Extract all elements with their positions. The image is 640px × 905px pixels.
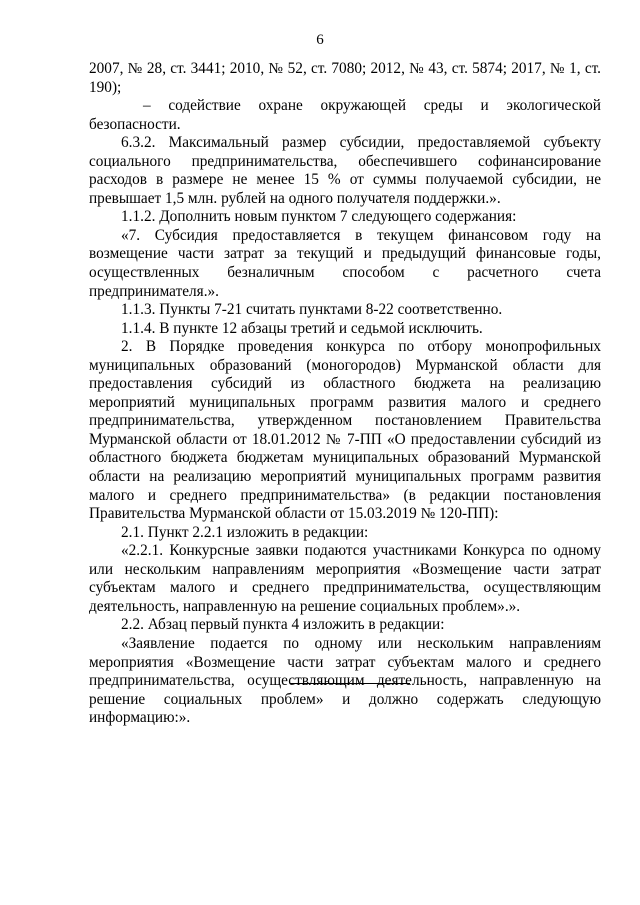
paragraph-quote-statement: «Заявление подается по одному или нескольким направлениям мероприятия «Возмещение части затрат субъектам малого и среднего предпринимательства, осуществляющим деятельность, направленную на решение социальных проблем» и должно содержать следующую информацию:». <box>89 634 601 727</box>
paragraph-1-1-2: 1.1.2. Дополнить новым пунктом 7 следующего содержания: <box>121 208 517 226</box>
document-body <box>89 60 601 728</box>
page-number: 6 <box>316 32 324 48</box>
end-separator-line <box>290 683 410 684</box>
paragraph-list-item: – содействие охране окружающей среды и экологической безопасности. <box>89 97 601 133</box>
paragraph-1-1-4: 1.1.4. В пункте 12 абзацы третий и седьмой исключить. <box>121 319 483 337</box>
paragraph-2-1: 2.1. Пункт 2.2.1 изложить в редакции: <box>121 523 369 541</box>
paragraph-2: 2. В Порядке проведения конкурса по отбору монопрофильных муниципальных образований (моногородов) Мурманской области для предоставления субсидий из областного бюджета на реализацию мероприятий муниципальных программ развития малого и среднего предпринимательства, утвержденном постановлением Правительства Мурманской области от 18.01.2012 № 7-ПП «О предоставлении субсидий из областного бюджета бюджетам муниципальных образований Мурманской области на реализацию мероприятий муниципальных программ развития малого и среднего предпринимательства» (в редакции постановления Правительства Мурманской области от 15.03.2019 № 120-ПП): <box>89 338 601 523</box>
paragraph-quote-2-2-1: «2.2.1. Конкурсные заявки подаются участниками Конкурса по одному или нескольким направлениям мероприятия «Возмещение части затрат субъектам малого и среднего предпринимательства, осуществляющим деятельность, направленную на решение социальных проблем».». <box>89 542 601 615</box>
paragraph-continuation: 2007, № 28, ст. 3441; 2010, № 52, ст. 7080; 2012, № 43, ст. 5874; 2017, № 1, ст. 190); <box>89 60 601 96</box>
paragraph-2-2: 2.2. Абзац первый пункта 4 изложить в редакции: <box>121 616 445 634</box>
paragraph-quote-7: «7. Субсидия предоставляется в текущем финансовом году на возмещение части затрат за текущий и предыдущий финансовые годы, осуществленных безналичным способом с расчетного счета предпринимателя.». <box>89 226 601 300</box>
paragraph-1-1-3: 1.1.3. Пункты 7-21 считать пунктами 8-22 соответственно. <box>121 301 503 319</box>
paragraph-6-3-2: 6.3.2. Максимальный размер субсидии, предоставляемой субъекту социального предпринимательства, обеспечившего софинансирование расходов в размере не менее 15 % от суммы получаемой субсидии, не превышает 1,5 млн. рублей на одного получателя поддержки.». <box>89 134 601 207</box>
